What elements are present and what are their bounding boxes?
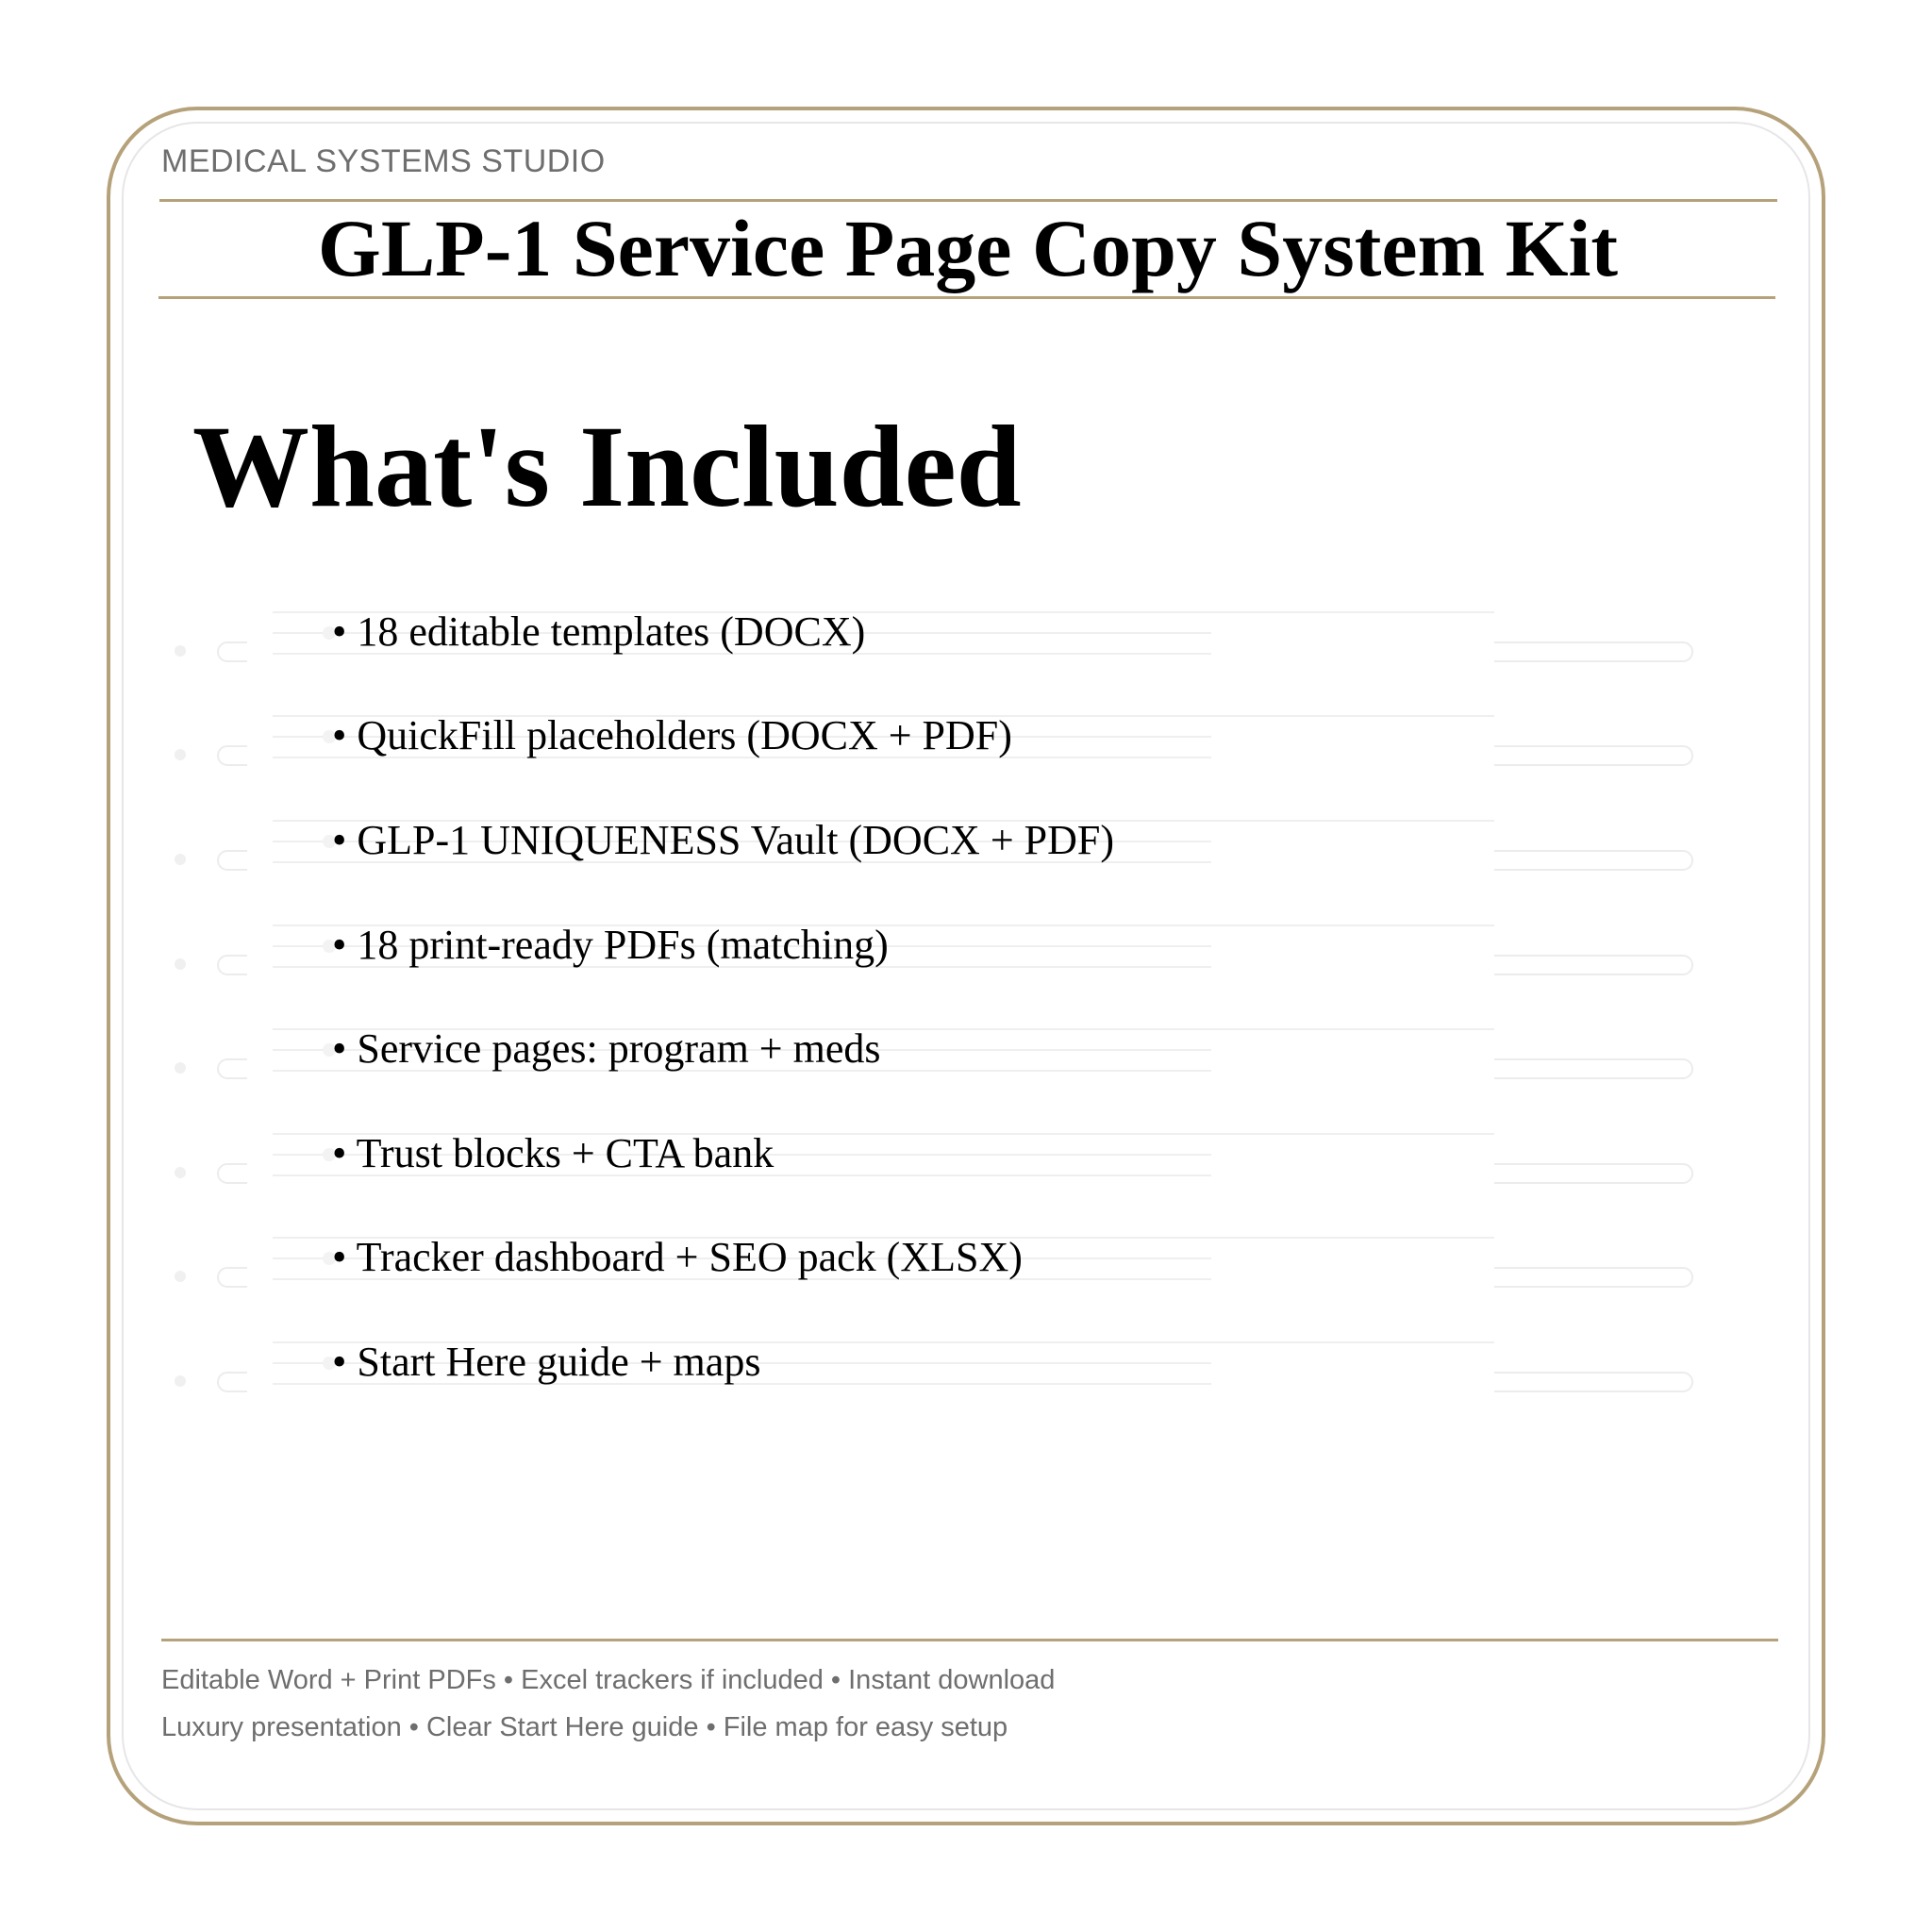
list-item-text: • Tracker dashboard + SEO pack (XLSX) [332, 1234, 1023, 1280]
list-item-text: • QuickFill placeholders (DOCX + PDF) [332, 712, 1012, 758]
footer-features-line-1: Editable Word + Print PDFs • Excel trackers if included • Instant download [161, 1665, 1056, 1695]
list-item-text: • Trust blocks + CTA bank [332, 1130, 774, 1176]
list-item-text: • Start Here guide + maps [332, 1339, 761, 1385]
bullet-shadow [175, 1375, 186, 1387]
list-item-text: • 18 editable templates (DOCX) [332, 608, 866, 655]
section-title: What's Included [192, 402, 1022, 531]
list-item-text: • GLP-1 UNIQUENESS Vault (DOCX + PDF) [332, 817, 1114, 863]
list-item [0, 917, 1932, 1002]
bullet-shadow [175, 1271, 186, 1282]
bullet-shadow [175, 854, 186, 865]
list-item-text: • 18 print-ready PDFs (matching) [332, 922, 889, 968]
bullet-shadow [175, 1062, 186, 1074]
brand-label: MEDICAL SYSTEMS STUDIO [161, 143, 606, 179]
footer-rule [161, 1639, 1778, 1641]
bullet-shadow [175, 645, 186, 657]
list-item [0, 1021, 1932, 1106]
list-item [0, 1229, 1932, 1314]
list-item [0, 604, 1932, 689]
page-title: GLP-1 Service Page Copy System Kit [317, 203, 1619, 293]
bullet-shadow [175, 958, 186, 970]
list-item [0, 812, 1932, 897]
list-item [0, 1334, 1932, 1419]
footer-features-line-2: Luxury presentation • Clear Start Here guide • File map for easy setup [161, 1712, 1008, 1742]
list-item [0, 708, 1932, 792]
list-item-text: • Service pages: program + meds [332, 1025, 881, 1072]
bullet-shadow [175, 1167, 186, 1178]
bullet-shadow [175, 749, 186, 760]
list-item [0, 1125, 1932, 1210]
